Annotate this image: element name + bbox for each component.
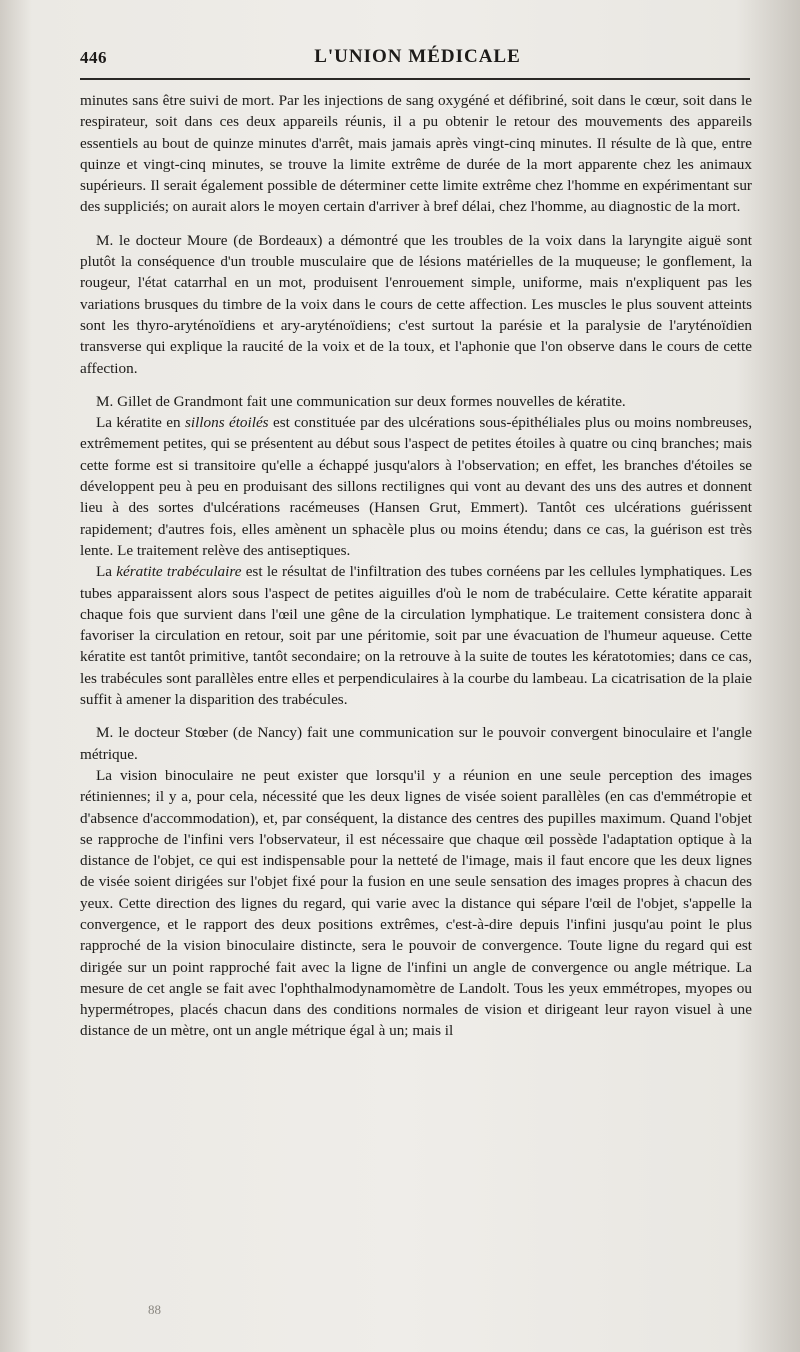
footer-mark: 88 [148,1302,161,1317]
paragraph-keratitis-stellate-start: La kératite en [96,414,185,432]
page-number: 446 [80,48,107,67]
paragraph-binocular-vision: La vision binoculaire ne peut exister que lorsqu'il y a réunion en une seule perception des images rétiniennes; il y a, pour cela, nécessité que les deux lignes de visée soient parallèles (en cas d'emmétropie et d'absence d'accommodation), et, par conséquent, la distance des centres des pupilles maximum. Quand l'objet se rapproche de l'infini vers l'observateur, il est nécessaire que chaque œil possède l'adaptation optique à la distance de l'objet, ce qui est indispensable pour la netteté de l'image, mais il faut encore que les deux lignes de visée soient dirigées sur l'objet fixé pour la fusion en une seule sensation des images propres à chacun des yeux. Cette direction des lignes du regard, qui varie avec la distance qui sépare l'œil de l'objet, s'appelle la convergence, et le rapport des deux positions extrêmes, c'est-à-dire depuis l'infini jusqu'au point le plus rapproché de la vision binoculaire distincte, sera le pouvoir de convergence. Toute ligne du regard qui est dirigée sur un point rapproché fait avec la ligne de l'infini un angle de convergence ou angle métrique. La mesure de cet angle se fait avec l'ophthalmodynamomètre de Landolt. Tous les yeux emmétropes, myopes ou hypermétropes, placés chacun dans des conditions normales de vision et dirigeant leur rayon visuel à une distance de un mètre, ont un angle métrique égal à un; mais il [80,766,752,1040]
paragraph-keratitis-trabecular-rest: est le résultat de l'infiltration des tubes cornéens par les cellules lymphatiques. Les tubes apparaissent alors sous l'aspect de petites aiguilles d'où le nom de trabéculaire. Cette kératite apparait chaque fois que survient dans l'œil une gêne de la circulation lymphatique. Le traitement consistera donc à favoriser la circulation en retour, soit par une péritomie, soit par une évacuation de l'humeur aqueuse. Cette kératite est tantôt primitive, tantôt secondaire; on la retrouve à la suite de toutes les kératotomies; dans ce cas, les trabécules sont parallèles entre elles et perpendiculaires à la courbe du lambeau. La cicatrisation de la plaie suffit à amener la disparition des trabécules. [80,563,752,709]
paragraph-keratitis-stellate [80,412,752,561]
paragraph-stoeber-convergence: M. le docteur Stœber (de Nancy) fait une communication sur le pouvoir convergent binoculaire et l'angle métrique. [80,724,752,763]
term-sillons-etoiles: sillons étoilés [184,414,269,432]
page-header [80,44,755,76]
journal-title: L'UNION MÉDICALE [314,46,521,67]
paragraph-keratitis-trabecular [80,561,752,710]
paragraph-keratitis-trabecular-start: La [96,563,117,581]
paragraph-gillet-keratitis: M. Gillet de Grandmont fait une communication sur deux formes nouvelles de kératite. [96,392,626,410]
paragraph-death-limit: minutes sans être suivi de mort. Par les injections de sang oxygéné et défibriné, soit dans le cœur, soit dans le respirateur, soit dans ces deux appareils réunis, il a pu obtenir le retour des mouvements des appareils essentiels au bout de quinze minutes d'arrêt, mais jamais après vingt-cinq minutes. Il résulte de là que, entre quinze et vingt-cinq minutes, se trouve la limite extrême de durée de la mort apparente chez les animaux supérieurs. Il serait également possible de déterminer cette limite extrême chez l'homme en expérimentant sur des suppliciés; on aurait alors le moyen certain d'arriver à bref délai, chez l'homme, au diagnostic de la mort. [80,92,752,216]
body-text [80,90,752,1042]
paragraph-keratitis-stellate-rest: est constituée par des ulcérations sous-épithéliales plus ou moins nombreuses, extrêmement petites, qui se présentent au début sous l'aspect de petites étoiles à quatre ou cinq branches; mais cette forme est si transitoire qu'elle a échappé jusqu'alors à l'observation; en effet, les branches d'étoiles se développent peu à peu en produisant des sillons rectilignes qui vont au devant des uns des autres et donnent lieu à des sortes d'ulcérations racémeuses (Hansen Grut, Emmert). Tantôt ces ulcérations guérissent rapidement; d'autres fois, elles amènent un sphacèle plus ou moins étendu; dans ce cas, la guérison est très lente. Le traitement relève des antiseptiques. [80,414,753,559]
paragraph-moure-laryngitis: M. le docteur Moure (de Bordeaux) a démontré que les troubles de la voix dans la laryngite aiguë sont plutôt la conséquence d'un trouble musculaire que de lésions matérielles de la muqueuse; le gonflement, la rougeur, l'état catarrhal en un mot, produisent l'enrouement simple, uniforme, mais n'expliquent pas les variations brusques du timbre de la voix dans le cours de cette affection. Les muscles le plus souvent atteints sont les thyro-aryténoïdiens et ary-aryténoïdiens; c'est surtout la parésie et la paralysie de l'aryténoïdien transverse qui explique la raucité de la voix et de la toux, et l'aphonie que l'on observe dans le cours de cette affection. [80,231,752,377]
header-rule [80,78,750,80]
term-keratite-trabeculaire: kératite trabéculaire [116,563,242,581]
